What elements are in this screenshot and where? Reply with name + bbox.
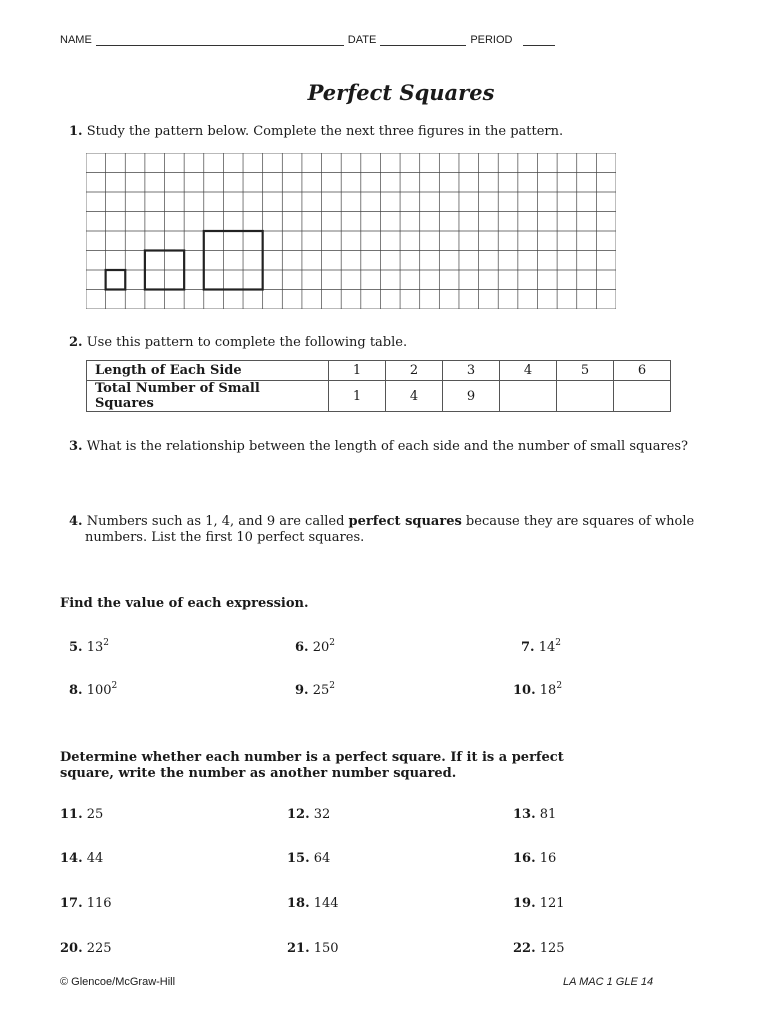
expression-item [69,683,117,698]
question-text: Use this pattern to complete the following table. [86,335,408,350]
answer-cell[interactable] [500,381,557,412]
number-item [513,941,565,956]
item-number: 19. [513,896,536,911]
number-item [60,896,112,911]
question-text: numbers. List the first 10 perfect squares. [85,530,365,545]
question-number: 1. [69,124,83,139]
expression-item [513,683,562,698]
expression-item [295,683,335,698]
item-base: 20 [312,640,330,655]
item-number: 21. [287,941,310,956]
item-number: 15. [287,851,310,866]
item-number: 20. [60,941,83,956]
page-title: Perfect Squares [307,80,495,105]
table-cell: 3 [443,361,500,381]
table-cell: 1 [329,361,386,381]
item-base: 25 [312,683,330,698]
item-exponent: 2 [329,681,335,691]
row-label: Total Number of Small Squares [87,381,329,412]
number-item [513,851,556,866]
item-value: 25 [86,807,104,822]
question-number: 4. [69,514,83,529]
item-number: 18. [287,896,310,911]
item-number: 17. [60,896,83,911]
item-value: 64 [313,851,331,866]
item-number: 11. [60,807,83,822]
item-base: 18 [539,683,557,698]
question-3 [69,439,688,455]
item-exponent: 2 [103,638,109,648]
table-row [87,361,671,381]
question-number: 3. [69,439,83,454]
number-item [60,851,103,866]
question-text: Study the pattern below. Complete the next three figures in the pattern. [86,124,564,139]
table-cell: 4 [500,361,557,381]
name-label: NAME [60,34,92,46]
table-row [87,381,671,412]
number-item [287,851,330,866]
item-value: 81 [539,807,557,822]
answer-cell[interactable] [614,381,671,412]
table-cell: 2 [386,361,443,381]
table-cell: 6 [614,361,671,381]
item-number: 14. [60,851,83,866]
item-exponent: 2 [556,681,563,691]
expression-item [69,640,109,655]
question-text: What is the relationship between the length of each side and the number of small squares? [86,439,688,454]
table-cell: 9 [443,381,500,412]
item-number: 13. [513,807,536,822]
answer-cell[interactable] [557,381,614,412]
item-base: 14 [538,640,556,655]
item-exponent: 2 [111,681,118,691]
question-1 [69,124,563,140]
item-value: 150 [313,941,339,956]
date-field[interactable] [380,36,466,46]
number-item [287,941,339,956]
item-number: 16. [513,851,536,866]
expression-item [295,640,335,655]
item-number: 22. [513,941,536,956]
number-item [513,896,565,911]
expression-item [521,640,561,655]
section-heading: Find the value of each expression. [60,596,309,611]
item-number: 9. [295,683,309,698]
table-cell: 4 [386,381,443,412]
footer-code: LA MAC 1 GLE 14 [563,976,654,988]
item-value: 16 [539,851,557,866]
pattern-table [86,360,671,412]
name-field[interactable] [96,36,344,46]
item-number: 12. [287,807,310,822]
item-base: 100 [86,683,112,698]
number-item [513,807,556,822]
item-number: 7. [521,640,535,655]
pattern-figure-3 [204,231,263,290]
pattern-grid[interactable] [86,153,616,309]
pattern-figure-1 [106,270,126,290]
item-value: 144 [313,896,339,911]
question-2 [69,335,407,351]
question-4 [69,514,709,546]
number-item [287,807,330,822]
row-label: Length of Each Side [87,361,329,381]
number-item [60,807,103,822]
item-exponent: 2 [555,638,561,648]
question-text: Numbers such as 1, 4, and 9 are called [86,514,349,529]
section-heading [60,750,564,782]
item-base: 13 [86,640,104,655]
question-term: perfect squares [348,514,462,529]
item-exponent: 2 [329,638,335,648]
worksheet-header [60,34,559,46]
item-value: 116 [86,896,112,911]
item-number: 8. [69,683,83,698]
footer-copyright: © Glencoe/McGraw-Hill [60,976,176,988]
number-item [287,896,339,911]
item-value: 125 [539,941,565,956]
item-value: 32 [313,807,331,822]
item-value: 121 [539,896,565,911]
table-cell: 5 [557,361,614,381]
item-value: 44 [86,851,104,866]
period-label: PERIOD [470,34,513,46]
item-number: 6. [295,640,309,655]
number-item [60,941,112,956]
item-number: 10. [513,683,536,698]
section-heading-line: square, write the number as another number squared. [60,766,457,781]
table-cell: 1 [329,381,386,412]
item-value: 225 [86,941,112,956]
section-heading-line: Determine whether each number is a perfect square. If it is a perfect [60,750,564,765]
item-number: 5. [69,640,83,655]
date-label: DATE [347,34,377,46]
question-number: 2. [69,335,83,350]
period-field[interactable] [523,36,555,46]
question-text: because they are squares of whole [461,514,695,529]
